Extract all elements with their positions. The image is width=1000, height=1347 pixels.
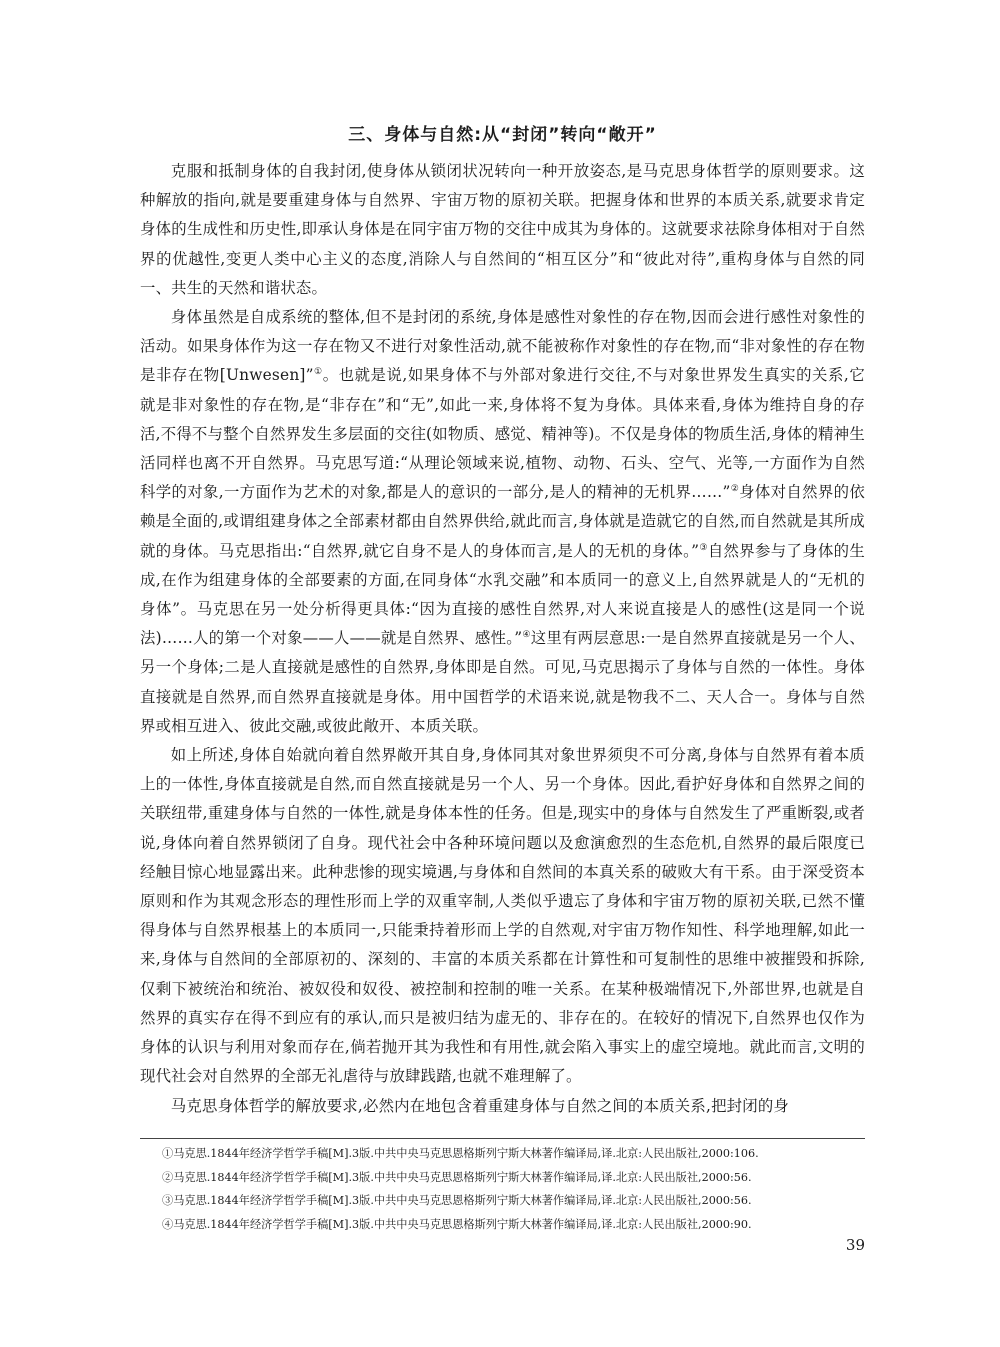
footnote-ref[interactable]: ③ xyxy=(699,542,708,553)
footnote-divider xyxy=(140,1138,865,1139)
paragraph-text: 这里有两层意思:一是自然界直接就是另一个人、另一个身体;二是人直接就是感性的自然界,身体即是自然。可见,马克思揭示了身体与自然的一体性。身体直接就是自然界,而自然界直接就是身体。用中国哲学的术语来说,就是物我不二、天人合一。身体与自然界或相互进入、彼此交融,或彼此敞开、本质关联。 xyxy=(140,629,865,735)
section-title: 三、身体与自然:从“封闭”转向“敞开” xyxy=(348,125,657,145)
footnote-item: ④马克思.1844年经济学哲学手稿[M].3版.中共中央马克思恩格斯列宁斯大林著作编译局,译.北京:人民出版社,2000:90. xyxy=(162,1217,752,1231)
paragraph-text: 。也就是说,如果身体不与外部对象进行交往,不与对象世界发生真实的关系,它就是非对象性的存在物,是“非存在”和“无”,如此一来,身体将不复为身体。具体来看,身体为维持自身的存活,不得不与整个自然界发生多层面的交往(如物质、感觉、精神等)。不仅是身体的物质生活,身体的精神生活同样也离不开自然界。马克思写道:“从理论领域来说,植物、动物、石头、空气、光等,一方面作为自然科学的对象,一方面作为艺术的对象,都是人的意识的一部分,是人的精神的无机界……” xyxy=(140,366,865,502)
paragraph-text: 马克思身体哲学的解放要求,必然内在地包含着重建身体与自然之间的本质关系,把封闭的身 xyxy=(170,1096,790,1115)
footnote-ref[interactable]: ④ xyxy=(522,630,531,641)
paragraph xyxy=(140,303,865,741)
paragraph xyxy=(140,1092,865,1121)
page-number: 39 xyxy=(845,1236,865,1254)
paragraph-text: 身体对自然界的依赖是全面的,或谓组建身体之全部素材都由自然界供给,就此而言,身体就是造就它的自然,而自然就是其所成就的身体。马克思指出:“自然界,就它自身不是人的身体而言,是人的无机的身体。” xyxy=(140,483,865,560)
paragraph xyxy=(140,741,865,1091)
footnote-item: ①马克思.1844年经济学哲学手稿[M].3版.中共中央马克思恩格斯列宁斯大林著作编译局,译.北京:人民出版社,2000:106. xyxy=(162,1147,759,1160)
paragraph-text: 自然界参与了身体的生成,在作为组建身体的全部要素的方面,在同身体“水乳交融”和本质同一的意义上,自然界就是人的“无机的身体”。马克思在另一处分析得更具体:“因为直接的感性自然界,对人来说直接是人的感性(这是同一个说法)……人的第一个对象——人——就是自然界、感性。” xyxy=(140,541,865,648)
footnote-item: ③马克思.1844年经济学哲学手稿[M].3版.中共中央马克思恩格斯列宁斯大林著作编译局,译.北京:人民出版社,2000:56. xyxy=(162,1194,752,1207)
paragraph-text: 克服和抵制身体的自我封闭,使身体从锁闭状况转向一种开放姿态,是马克思身体哲学的原则要求。这种解放的指向,就是要重建身体与自然界、宇宙万物的原初关联。把握身体和世界的本质关系,就要求肯定身体的生成性和历史性,即承认身体是在同宇宙万物的交往中成其为身体的。这就要求祛除身体相对于自然界的优越性,变更人类中心主义的态度,消除人与自然间的“相互区分”和“彼此对待”,重构身体与自然的同一、共生的天然和谐状态。 xyxy=(140,162,865,297)
footnote-item: ②马克思.1844年经济学哲学手稿[M].3版.中共中央马克思恩格斯列宁斯大林著作编译局,译.北京:人民出版社,2000:56. xyxy=(162,1170,752,1184)
footnotes xyxy=(140,1142,865,1236)
paragraph-text: 身体虽然是自成系统的整体,但不是封闭的系统,身体是感性对象性的存在物,因而会进行感性对象性的活动。如果身体作为这一存在物又不进行对象性活动,就不能被称作对象性的存在物,而“非对象性的存在物是非存在物[Unwesen]” xyxy=(140,308,865,385)
paragraph-text: 如上所述,身体自始就向着自然界敞开其自身,身体同其对象世界须臾不可分离,身体与自然界有着本质上的一体性,身体直接就是自然,而自然直接就是另一个人、另一个身体。因此,看护好身体和自然界之间的关联纽带,重建身体与自然的一体性,就是身体本性的任务。但是,现实中的身体与自然发生了严重断裂,或者说,身体向着自然界锁闭了自身。现代社会中各种环境问题以及愈演愈烈的生态危机,自然界的最后限度已经触目惊心地显露出来。此种悲惨的现实境遇,与身体和自然间的本真关系的破败大有干系。由于深受资本原则和作为其观念形态的理性形而上学的双重宰制,人类似乎遗忘了身体和宇宙万物的原初关联,已然不懂得身体与自然界根基上的本质同一,只能秉持着形而上学的自然观,对宇宙万物作知性、科学地理解,如此一来,身体与自然间的全部原初的、深刻的、丰富的本质关系都在计算性和可复制性的思维中被摧毁和拆除,仅剩下被统治和统治、被奴役和奴役、被控制和控制的唯一关系。在某种极端情况下,外部世界,也就是自然界的真实存在得不到应有的承认,而只是被归结为虚无的、非存在的。在较好的情况下,自然界也仅作为身体的认识与利用对象而存在,倘若抛开其为我性和有用性,就会陷入事实上的虚空境地。就此而言,文明的现代社会对自然界的全部无礼虐待与放肆践踏,也就不难理解了。 xyxy=(140,746,865,1086)
footnote-ref[interactable]: ① xyxy=(313,367,323,378)
body-text xyxy=(140,157,865,1121)
footnote-ref[interactable]: ② xyxy=(730,484,740,495)
paragraph xyxy=(140,157,865,303)
